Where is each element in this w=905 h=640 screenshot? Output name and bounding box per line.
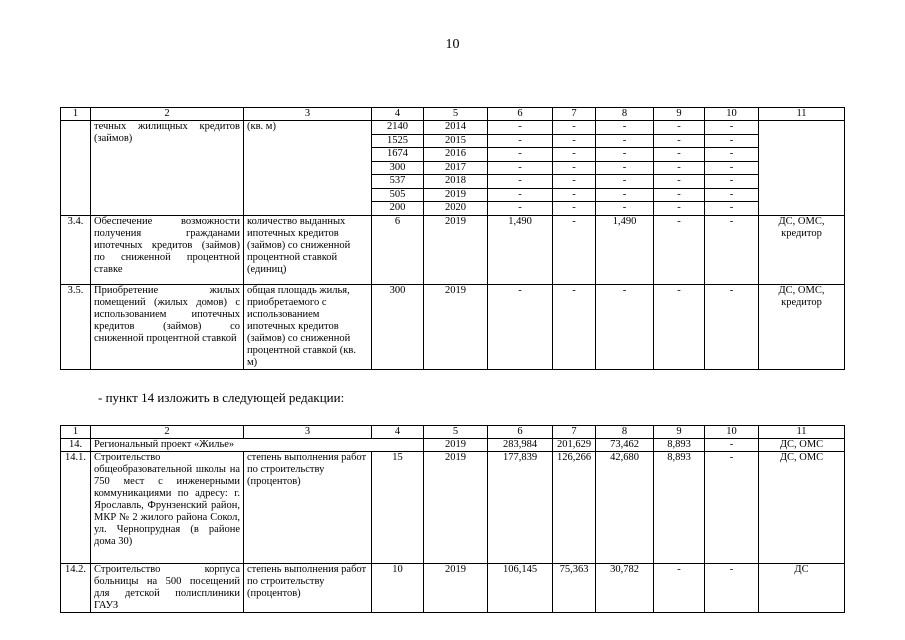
cell: - bbox=[705, 134, 759, 148]
cell: - bbox=[654, 284, 705, 369]
cell: - bbox=[553, 148, 596, 162]
cell: - bbox=[705, 215, 759, 284]
col-header: 4 bbox=[372, 426, 424, 439]
cell: - bbox=[654, 202, 705, 216]
table-row bbox=[61, 439, 845, 452]
cell: - bbox=[596, 188, 654, 202]
col-header: 11 bbox=[759, 426, 845, 439]
cell: - bbox=[488, 148, 553, 162]
cell: - bbox=[705, 452, 759, 564]
col-header: 6 bbox=[488, 426, 553, 439]
cell: 8,893 bbox=[654, 439, 705, 452]
row-responsible: ДС, ОМС bbox=[759, 439, 845, 452]
table-header-row bbox=[61, 426, 845, 439]
cell: 2016 bbox=[424, 148, 488, 162]
row-number: 3.4. bbox=[61, 215, 91, 284]
table-row bbox=[61, 215, 845, 284]
cell: 6 bbox=[372, 215, 424, 284]
cell: 283,984 bbox=[488, 439, 553, 452]
cell: 1,490 bbox=[488, 215, 553, 284]
row-responsible: ДС, ОМС, кредитор bbox=[759, 215, 845, 284]
cell: - bbox=[705, 148, 759, 162]
cell: 126,266 bbox=[553, 452, 596, 564]
col-header: 6 bbox=[488, 108, 553, 121]
table-row bbox=[61, 452, 845, 564]
cell: - bbox=[596, 175, 654, 189]
cell: 2020 bbox=[424, 202, 488, 216]
cell: - bbox=[488, 121, 553, 135]
row-name: Строительство корпуса больницы на 500 посещений для детской полисплиники ГАУЗ bbox=[91, 564, 244, 613]
cell: - bbox=[596, 134, 654, 148]
row-name: Приобретение жилых помещений (жилых домов) с использованием ипотечных кредитов (займов) со сниженной процентной ставкой bbox=[91, 284, 244, 369]
cell: - bbox=[654, 161, 705, 175]
row-name: течных жилищных кредитов (займов) bbox=[91, 121, 244, 216]
col-header: 5 bbox=[424, 108, 488, 121]
table-row bbox=[61, 121, 845, 135]
row-responsible: ДС, ОМС, кредитор bbox=[759, 284, 845, 369]
col-header: 1 bbox=[61, 108, 91, 121]
cell: - bbox=[705, 439, 759, 452]
col-header: 3 bbox=[244, 108, 372, 121]
cell: - bbox=[553, 134, 596, 148]
row-unit: общая площадь жилья, приобретаемого с использованием ипотечных кредитов (займов) со сниженной процентной ставкой (кв. м) bbox=[244, 284, 372, 369]
cell: - bbox=[705, 202, 759, 216]
row-responsible: ДС bbox=[759, 564, 845, 613]
cell: 505 bbox=[372, 188, 424, 202]
cell: 2014 bbox=[424, 121, 488, 135]
cell: - bbox=[596, 148, 654, 162]
col-header: 8 bbox=[596, 108, 654, 121]
cell: 300 bbox=[372, 284, 424, 369]
row-number: 14.1. bbox=[61, 452, 91, 564]
cell: 2019 bbox=[424, 215, 488, 284]
row-responsible bbox=[759, 121, 845, 216]
row-number: 3.5. bbox=[61, 284, 91, 369]
row-name: Региональный проект «Жилье» bbox=[91, 439, 424, 452]
cell: - bbox=[654, 175, 705, 189]
row-unit: степень выполнения работ по строительству (процентов) bbox=[244, 564, 372, 613]
cell: 300 bbox=[372, 161, 424, 175]
cell: 75,363 bbox=[553, 564, 596, 613]
cell: 2019 bbox=[424, 564, 488, 613]
cell: 106,145 bbox=[488, 564, 553, 613]
cell: 1674 bbox=[372, 148, 424, 162]
cell: - bbox=[488, 202, 553, 216]
col-header: 1 bbox=[61, 426, 91, 439]
cell: 2140 bbox=[372, 121, 424, 135]
cell: - bbox=[654, 121, 705, 135]
cell: - bbox=[705, 188, 759, 202]
table-row bbox=[61, 564, 845, 613]
col-header: 5 bbox=[424, 426, 488, 439]
cell: - bbox=[596, 121, 654, 135]
col-header: 10 bbox=[705, 426, 759, 439]
cell: - bbox=[553, 121, 596, 135]
cell: - bbox=[488, 134, 553, 148]
amendment-text: - пункт 14 изложить в следующей редакции: bbox=[98, 390, 345, 405]
page-number: 10 bbox=[445, 37, 460, 52]
row-name: Обеспечение возможности получения гражданами ипотечных кредитов (займов) по сниженной процентной ставке bbox=[91, 215, 244, 284]
row-number bbox=[61, 121, 91, 216]
cell: - bbox=[654, 134, 705, 148]
cell: 2015 bbox=[424, 134, 488, 148]
program-table-part-2 bbox=[60, 425, 845, 613]
cell: 2019 bbox=[424, 284, 488, 369]
cell: 2019 bbox=[424, 188, 488, 202]
cell: - bbox=[705, 161, 759, 175]
cell: - bbox=[596, 161, 654, 175]
col-header: 10 bbox=[705, 108, 759, 121]
cell: - bbox=[654, 188, 705, 202]
cell: 1,490 bbox=[596, 215, 654, 284]
row-name: Строительство общеобразовательной школы на 750 мест с инженерными коммуникациями по адресу: г. Ярославль, Фрунзенский район, МКР № 2 жилого района Сокол, ул. Чернопрудная (в районе дома 30) bbox=[91, 452, 244, 564]
cell: 1525 bbox=[372, 134, 424, 148]
cell: - bbox=[553, 175, 596, 189]
row-number: 14. bbox=[61, 439, 91, 452]
cell: - bbox=[488, 161, 553, 175]
col-header: 2 bbox=[91, 426, 244, 439]
col-header: 7 bbox=[553, 426, 596, 439]
cell: 2017 bbox=[424, 161, 488, 175]
cell: 177,839 bbox=[488, 452, 553, 564]
table-row bbox=[61, 284, 845, 369]
row-unit: количество выданных ипотечных кредитов (займов) со сниженной процентной ставкой (единиц) bbox=[244, 215, 372, 284]
cell: 2019 bbox=[424, 439, 488, 452]
cell: 200 bbox=[372, 202, 424, 216]
cell: - bbox=[488, 188, 553, 202]
cell: 15 bbox=[372, 452, 424, 564]
cell: 73,462 bbox=[596, 439, 654, 452]
cell: - bbox=[705, 284, 759, 369]
cell: 2018 bbox=[424, 175, 488, 189]
cell: - bbox=[654, 215, 705, 284]
cell: - bbox=[488, 284, 553, 369]
cell: 2019 bbox=[424, 452, 488, 564]
cell: 30,782 bbox=[596, 564, 654, 613]
cell: 42,680 bbox=[596, 452, 654, 564]
cell: - bbox=[654, 564, 705, 613]
row-unit: степень выполнения работ по строительству (процентов) bbox=[244, 452, 372, 564]
col-header: 11 bbox=[759, 108, 845, 121]
cell: - bbox=[553, 284, 596, 369]
col-header: 4 bbox=[372, 108, 424, 121]
cell: - bbox=[553, 161, 596, 175]
col-header: 9 bbox=[654, 426, 705, 439]
row-unit: (кв. м) bbox=[244, 121, 372, 216]
cell: - bbox=[654, 148, 705, 162]
table-header-row bbox=[61, 108, 845, 121]
col-header: 8 bbox=[596, 426, 654, 439]
cell: - bbox=[553, 215, 596, 284]
cell: - bbox=[488, 175, 553, 189]
cell: - bbox=[596, 202, 654, 216]
row-responsible: ДС, ОМС bbox=[759, 452, 845, 564]
col-header: 3 bbox=[244, 426, 372, 439]
col-header: 7 bbox=[553, 108, 596, 121]
col-header: 2 bbox=[91, 108, 244, 121]
cell: 10 bbox=[372, 564, 424, 613]
cell: - bbox=[705, 564, 759, 613]
cell: - bbox=[705, 175, 759, 189]
cell: 8,893 bbox=[654, 452, 705, 564]
row-number: 14.2. bbox=[61, 564, 91, 613]
col-header: 9 bbox=[654, 108, 705, 121]
cell: - bbox=[553, 202, 596, 216]
cell: - bbox=[596, 284, 654, 369]
cell: - bbox=[705, 121, 759, 135]
cell: 201,629 bbox=[553, 439, 596, 452]
cell: 537 bbox=[372, 175, 424, 189]
cell: - bbox=[553, 188, 596, 202]
program-table-part-1 bbox=[60, 107, 845, 370]
